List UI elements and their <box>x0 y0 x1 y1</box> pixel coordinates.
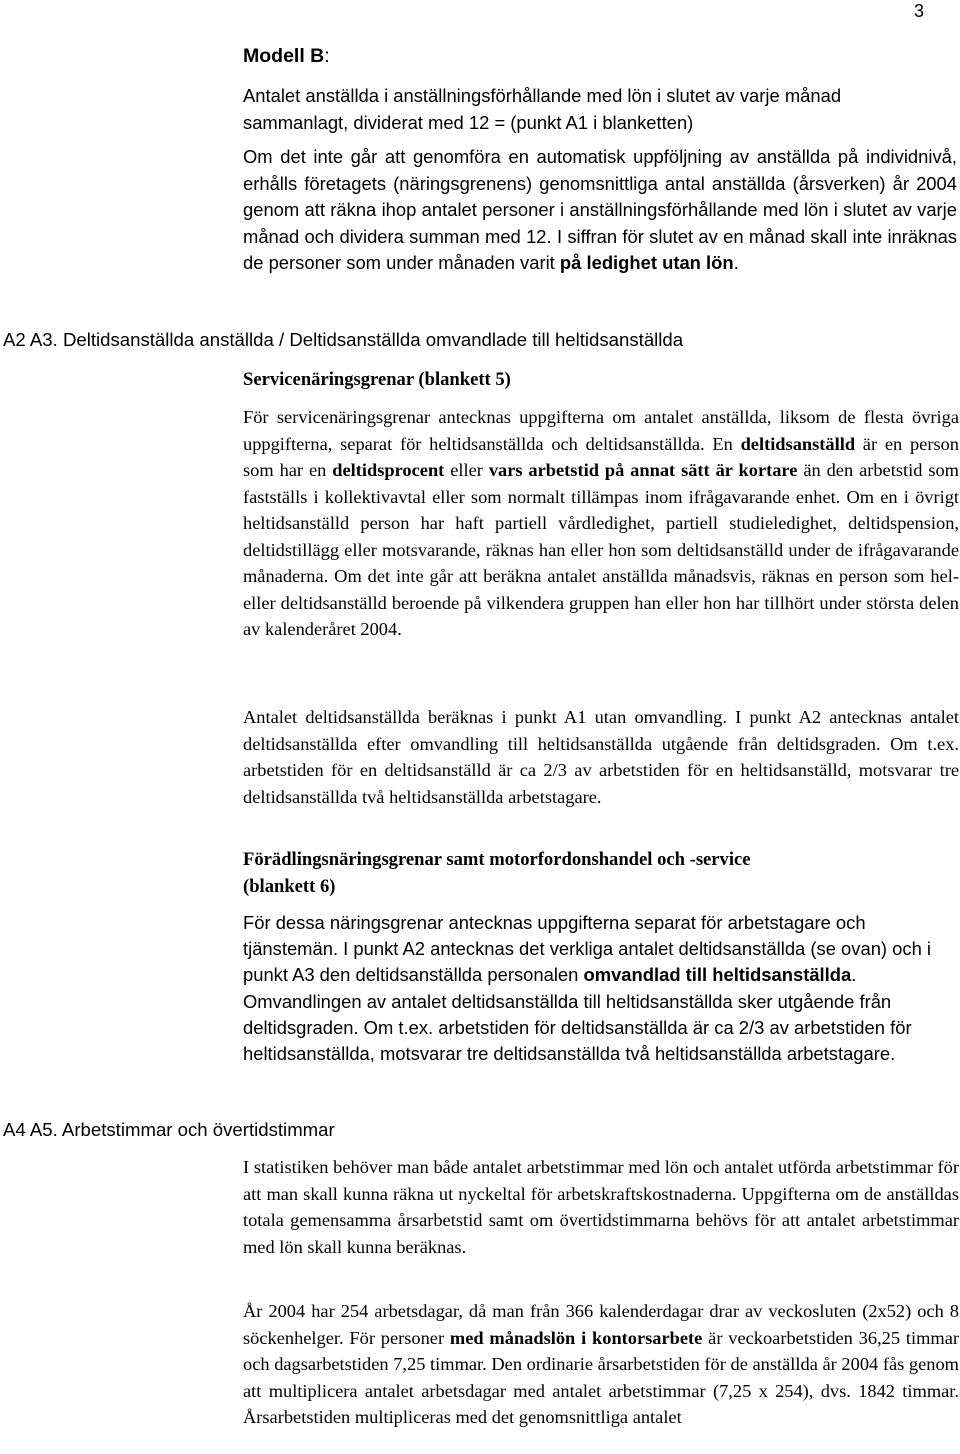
service-p1-bold-1: deltidsanställd <box>740 433 856 454</box>
forad-heading <box>243 846 958 900</box>
modell-b-p2-end: . <box>733 252 739 274</box>
modell-b-paragraph-2-text <box>243 144 957 277</box>
modell-b-heading-text: Modell B <box>243 45 325 67</box>
a4-a5-p2-c: är veckoarbetstiden 36,25 timmar och dagsarbetstiden 7,25 timmar. Den ordinarie årsarbetstiden för de anställda år 2004 fås genom att multiplicera antalet arbetsdagar med antalet arbetstimmar (7,25 x 254), dvs. 1842 timmar. Årsarbetstiden multipliceras med det genomsnittliga antalet <box>243 1327 959 1427</box>
service-p1-d: eller <box>444 460 489 480</box>
modell-b-paragraph-1-text: Antalet anställda i anställningsförhållande med lön i slutet av varje månad sammanlagt, dividerat med 12 = (punkt A1 i blanketten) <box>243 85 842 133</box>
forad-heading-line-1: Förädlingsnäringsgrenar samt motorfordonshandel och -service <box>243 849 751 870</box>
a4-a5-paragraph-1-text: I statistiken behöver man både antalet arbetstimmar med lön och antalet utförda arbetstimmar för att man skall kunna räkna ut nyckeltal för arbetskraftskostnaderna. Uppgifterna om de anställdas totala gemensamma årsarbetstid samt om övertidstimmarna behövs för att antalet arbetstimmar med lön skall kunna beräknas. <box>243 1157 959 1257</box>
service-paragraph-2 <box>243 704 959 810</box>
forad-paragraph-text <box>243 910 953 1067</box>
modell-b-heading <box>243 44 330 68</box>
service-heading-text: Servicenäringsgrenar (blankett 5) <box>243 369 511 390</box>
forad-p1-a: För dessa näringsgrenar antecknas uppgifterna separat för arbetstagare och tjänstemän. I punkt A2 antecknas det verkliga antalet deltidsanställda (se ovan) och i punkt A3 den deltidsanställda personalen <box>243 912 932 986</box>
service-paragraph-1-text <box>243 404 959 643</box>
modell-b-paragraph-1 <box>243 83 933 136</box>
forad-heading-line-2: (blankett 6) <box>243 876 336 897</box>
a4-a5-heading: A4 A5. Arbetstimmar och övertidstimmar <box>3 1119 335 1140</box>
modell-b-heading-colon: : <box>324 45 330 67</box>
modell-b-paragraph-2 <box>243 144 957 277</box>
forad-p1-bold: omvandlad till heltidsanställda <box>583 964 852 986</box>
a2-a3-heading: A2 A3. Deltidsanställda anställda / Deltidsanställda omvandlade till heltidsanställda <box>3 329 684 350</box>
service-paragraph-2-text: Antalet deltidsanställda beräknas i punkt A1 utan omvandling. I punkt A2 antecknas antalet deltidsanställda efter omvandling till heltidsanställda utgående från deltidsgraden. Om t.ex. arbetstiden för en deltidsanställd är ca 2/3 av arbetstiden för en heltidsanställd, motsvarar tre deltidsanställda två heltidsanställda arbetstagare. <box>243 707 959 807</box>
a4-a5-paragraph-1 <box>243 1154 959 1260</box>
service-p1-c: är en person som har en <box>243 433 959 480</box>
service-p1-bold-3: vars arbetstid på annat sätt är kortare <box>488 460 798 480</box>
modell-b-p2-text: Om det inte går att genomföra en automatisk uppföljning av anställda på individnivå, erhålls företagets (näringsgrenens) genomsnittliga antal anställda (årsverken) år 2004 genom att räkna ihop antalet personer i anställningsförhållande med lön i slutet av varje månad och dividera summan med 12. I siffran för slutet av en månad skall inte inräknas de personer som under månaden varit <box>243 146 957 274</box>
modell-b-p2-bold: på ledighet utan lön <box>559 252 734 274</box>
page-number: 3 <box>914 1 925 21</box>
service-p1-e: än den arbetstid som fastställs i kollektivavtal eller som normalt tillämpas inom ifrågavarande enhet. Om en i övrigt heltidsanställd person har haft partiell vårdledighet, partiell studieledighet, deltidspension, deltidstillägg eller motsvarande, räknas han eller hon som deltidsanställd under de ifrågavarande månaderna. Om det inte går att beräkna antalet anställda månadsvis, räknas en person som hel- eller deltidsanställd beroende på vilkendera gruppen han eller hon har tillhört under största delen av kalenderåret 2004. <box>243 460 959 639</box>
forad-paragraph <box>243 910 953 1067</box>
service-paragraph-1 <box>243 404 959 643</box>
forad-p1-c: . Omvandlingen av antalet deltidsanställda till heltidsanställda sker utgående från deltidsgraden. Om t.ex. arbetstiden för deltidsanställda är ca 2/3 av arbetstiden för heltidsanställda, motsvarar tre deltidsanställda två heltidsanställda arbetstagare. <box>243 964 912 1065</box>
a4-a5-p2-bold: med månadslön i kontorsarbete <box>449 1327 703 1348</box>
a4-a5-paragraph-2-text <box>243 1298 959 1431</box>
a4-a5-paragraph-2 <box>243 1298 959 1431</box>
service-p1-bold-2: deltidsprocent <box>332 460 445 480</box>
service-heading <box>243 366 958 393</box>
a4-a5-p2-a: År 2004 har 254 arbetsdagar, då man från 366 kalenderdagar drar av veckosluten (2x52) och 8 söckenhelger. För personer <box>243 1301 959 1348</box>
service-p1-a: För servicenäringsgrenar antecknas uppgifterna om antalet anställda, liksom de flesta övriga uppgifterna, separat för heltidsanställda och deltidsanställda. En <box>243 407 959 454</box>
